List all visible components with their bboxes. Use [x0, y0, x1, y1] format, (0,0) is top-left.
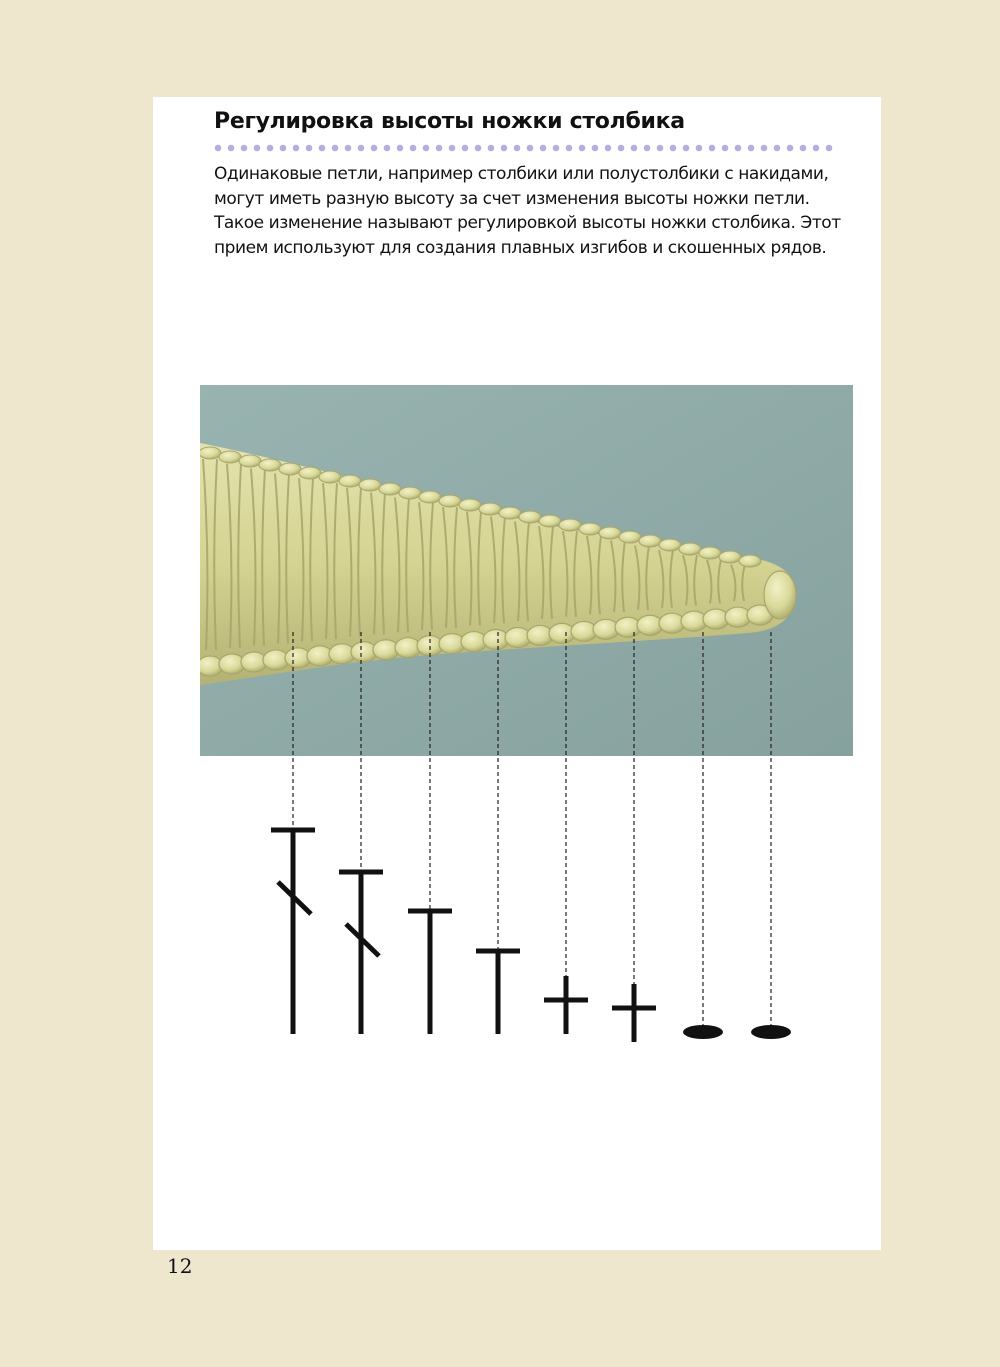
yarn-chain	[719, 551, 741, 563]
divider-dot	[566, 145, 573, 152]
yarn-chain	[279, 463, 301, 475]
yarn-chain	[239, 455, 261, 467]
yarn-chain	[319, 471, 341, 483]
divider-dot	[748, 145, 755, 152]
yarn-chain	[559, 519, 581, 531]
divider-dot	[709, 145, 716, 152]
divider-dot	[618, 145, 625, 152]
yarn-tip	[764, 571, 796, 619]
divider-dot	[683, 145, 690, 152]
divider-dot	[579, 145, 586, 152]
divider-dot	[657, 145, 664, 152]
slip-stitch-symbol	[683, 1025, 723, 1039]
divider-dot	[241, 145, 248, 152]
divider-dot	[605, 145, 612, 152]
divider-dot	[410, 145, 417, 152]
divider-dot	[293, 145, 300, 152]
yarn-chain	[459, 499, 481, 511]
yarn-chain	[499, 507, 521, 519]
divider-dot	[358, 145, 365, 152]
divider-dot	[332, 145, 339, 152]
single-crochet-symbol	[612, 984, 656, 1042]
divider-dot	[345, 145, 352, 152]
slip-stitch-symbol	[751, 1025, 791, 1039]
divider-dot	[254, 145, 261, 152]
divider-dot	[696, 145, 703, 152]
divider-dot	[826, 145, 833, 152]
yarn-chain	[259, 459, 281, 471]
yarn-chain	[699, 547, 721, 559]
divider-dot	[761, 145, 768, 152]
divider-dot	[228, 145, 235, 152]
stitch-symbol-diagram	[200, 632, 853, 1062]
intro-line: могут иметь разную высоту за счет изменения высоты ножки петли.	[214, 188, 810, 209]
divider-dot	[735, 145, 742, 152]
half-double-crochet-symbol	[476, 951, 520, 1034]
yarn-chain	[359, 479, 381, 491]
yarn-chain	[619, 531, 641, 543]
yarn-chain	[339, 475, 361, 487]
divider-dot	[436, 145, 443, 152]
divider-dot	[631, 145, 638, 152]
yarn-chain	[399, 487, 421, 499]
double-crochet-symbol	[339, 872, 383, 1034]
yarn-chain	[659, 539, 681, 551]
double-crochet-symbol	[271, 830, 315, 1034]
yarn-chain	[200, 447, 221, 459]
intro-line: прием используют для создания плавных изгибов и скошенных рядов.	[214, 237, 827, 258]
divider-dot	[215, 145, 222, 152]
divider-dot	[787, 145, 794, 152]
yarn-chain	[599, 527, 621, 539]
intro-line: Такое изменение называют регулировкой высоты ножки столбика. Этот	[214, 213, 841, 233]
divider-dot	[384, 145, 391, 152]
divider-dot	[267, 145, 274, 152]
single-crochet-symbol	[544, 976, 588, 1034]
yarn-chain	[639, 535, 661, 547]
page-number: 12	[167, 1254, 193, 1278]
intro-line: Одинаковые петли, например столбики или полустолбики с накидами,	[214, 164, 829, 184]
divider-dot	[397, 145, 404, 152]
divider-dot	[475, 145, 482, 152]
divider-dot	[813, 145, 820, 152]
half-double-crochet-symbol	[408, 911, 452, 1034]
dotted-divider	[214, 144, 839, 152]
divider-dot	[527, 145, 534, 152]
divider-dot	[319, 145, 326, 152]
divider-dot	[449, 145, 456, 152]
yarn-chain	[519, 511, 541, 523]
yarn-chain	[439, 495, 461, 507]
divider-dot	[423, 145, 430, 152]
divider-dot	[462, 145, 469, 152]
divider-dot	[514, 145, 521, 152]
yarn-chain	[539, 515, 561, 527]
yarn-chain	[379, 483, 401, 495]
yarn-chain	[739, 555, 761, 567]
yarn-chain	[419, 491, 441, 503]
yarn-chain	[679, 543, 701, 555]
divider-dot	[774, 145, 781, 152]
divider-dot	[540, 145, 547, 152]
section-heading: Регулировка высоты ножки столбика	[214, 109, 685, 134]
divider-dot	[800, 145, 807, 152]
intro-paragraph	[214, 162, 854, 260]
divider-dot	[280, 145, 287, 152]
divider-dot	[670, 145, 677, 152]
divider-dot	[553, 145, 560, 152]
divider-dot	[371, 145, 378, 152]
divider-dot	[488, 145, 495, 152]
yarn-chain	[579, 523, 601, 535]
divider-dot	[722, 145, 729, 152]
divider-dot	[592, 145, 599, 152]
divider-dot	[644, 145, 651, 152]
divider-dot	[501, 145, 508, 152]
yarn-chain	[219, 451, 241, 463]
divider-dot	[306, 145, 313, 152]
yarn-chain	[479, 503, 501, 515]
yarn-chain	[299, 467, 321, 479]
